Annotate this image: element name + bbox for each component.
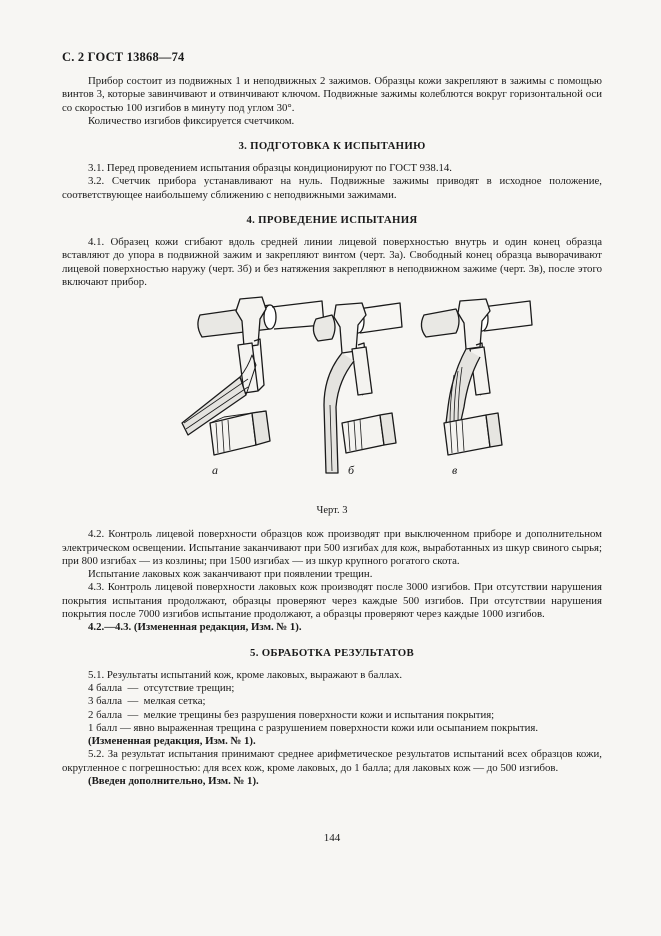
section-3-title: 3. ПОДГОТОВКА К ИСПЫТАНИЮ — [238, 140, 426, 153]
score-3-line: 3 балла — мелкая сетка; — [88, 695, 206, 708]
document-page — [62, 50, 602, 844]
figure-drawing — [62, 295, 602, 503]
page-header: С. 2 ГОСТ 13868—74 — [62, 50, 185, 64]
paragraph-3-1: 3.1. Перед проведением испытания образцы кондиционируют по ГОСТ 938.14. — [88, 162, 453, 175]
page-number: 144 — [323, 832, 341, 844]
intro-paragraph-2: Количество изгибов фиксируется счетчиком. — [88, 114, 295, 127]
paragraph-5-2: 5.2. За результат испытания принимают среднее арифметическое результатов испытаний всех образцов кожи, округленное с погрешностью: для всех кож, кроме лаковых, до 1 балла; для лаковых кож — до 500 изгибов. — [62, 748, 602, 774]
paragraph-4-3: 4.3. Контроль лицевой поверхности лаковых кож производят после 3000 изгибов. При отсутствии нарушения покрытия испытания продолжают, образцы проверяют через каждые 500 изгибов. При отсутствии нарушения покрытия после 7000 изгибов испытание продолжают, а образцы проверяют через каждые 1000 изгибов. — [62, 581, 602, 621]
score-2-line: 2 балла — мелкие трещины без разрушения поверхности кожи и испытания покрытия; — [88, 708, 495, 721]
score-1-line: 1 балл — явно выраженная трещина с разрушением поверхности кожи или осыпанием покрытия. — [88, 721, 539, 734]
paragraph-3-2: 3.2. Счетчик прибора устанавливают на нуль. Подвижные зажимы приводят в исходное положение, соответствующее наибольшему сближению с неподвижными зажимами. — [62, 175, 602, 201]
figure-label-a: а — [212, 463, 218, 478]
figure-label-b: б — [348, 463, 355, 478]
figure-a-drawing — [182, 297, 324, 455]
figure-caption: Черт. 3 — [316, 505, 348, 517]
section-5-title: 5. ОБРАБОТКА РЕЗУЛЬТАТОВ — [250, 646, 414, 659]
paragraph-5-1: 5.1. Результаты испытаний кож, кроме лаковых, выражают в баллах. — [88, 668, 403, 681]
amendment-note-5-2: (Введен дополнительно, Изм. № 1). — [88, 775, 259, 788]
intro-paragraph: Прибор состоит из подвижных 1 и неподвижных 2 зажимов. Образцы кожи закрепляют в зажимы с помощью винтов 3, которые завинчивают и отвинчивают ключом. Подвижные зажимы колеблются вокруг горизонтальной оси со скоростью 100 изгибов в минуту под углом 30°. — [62, 75, 602, 114]
figure-3 — [62, 295, 602, 503]
paragraph-4-2: 4.2. Контроль лицевой поверхности образцов кож производят при выключенном приборе и дополнительном электрическом освещении. Испытание заканчивают при 500 изгибах для кож, выработанных из шкур свиного сырья; при 800 изгибах — из козлины; при 1500 изгибах — из шкур крупного рогатого скота. — [62, 528, 602, 567]
figure-c-drawing — [421, 299, 532, 455]
score-4-line: 4 балла — отсутствие трещин; — [88, 681, 235, 694]
paragraph-4-1: 4.1. Образец кожи сгибают вдоль средней линии лицевой поверхностью внутрь и один конец образца вставляют до упора в подвижной зажим и закрепляют винтом (черт. 3а). Свободный конец образца выворачивают лицевой поверхностью наружу (черт. 3б) и без натяжения закрепляют в неподвижном зажиме (черт. 3в), после этого включают прибор. — [62, 236, 602, 288]
paragraph-4-2-note: Испытание лаковых кож заканчивают при появлении трещин. — [88, 568, 373, 581]
amendment-note-5-1: (Измененная редакция, Изм. № 1). — [88, 735, 256, 748]
section-4-title: 4. ПРОВЕДЕНИЕ ИСПЫТАНИЯ — [246, 214, 418, 227]
figure-b-drawing — [313, 303, 402, 473]
figure-label-c: в — [452, 463, 458, 478]
amendment-note-4: 4.2.—4.3. (Измененная редакция, Изм. № 1). — [88, 621, 302, 634]
